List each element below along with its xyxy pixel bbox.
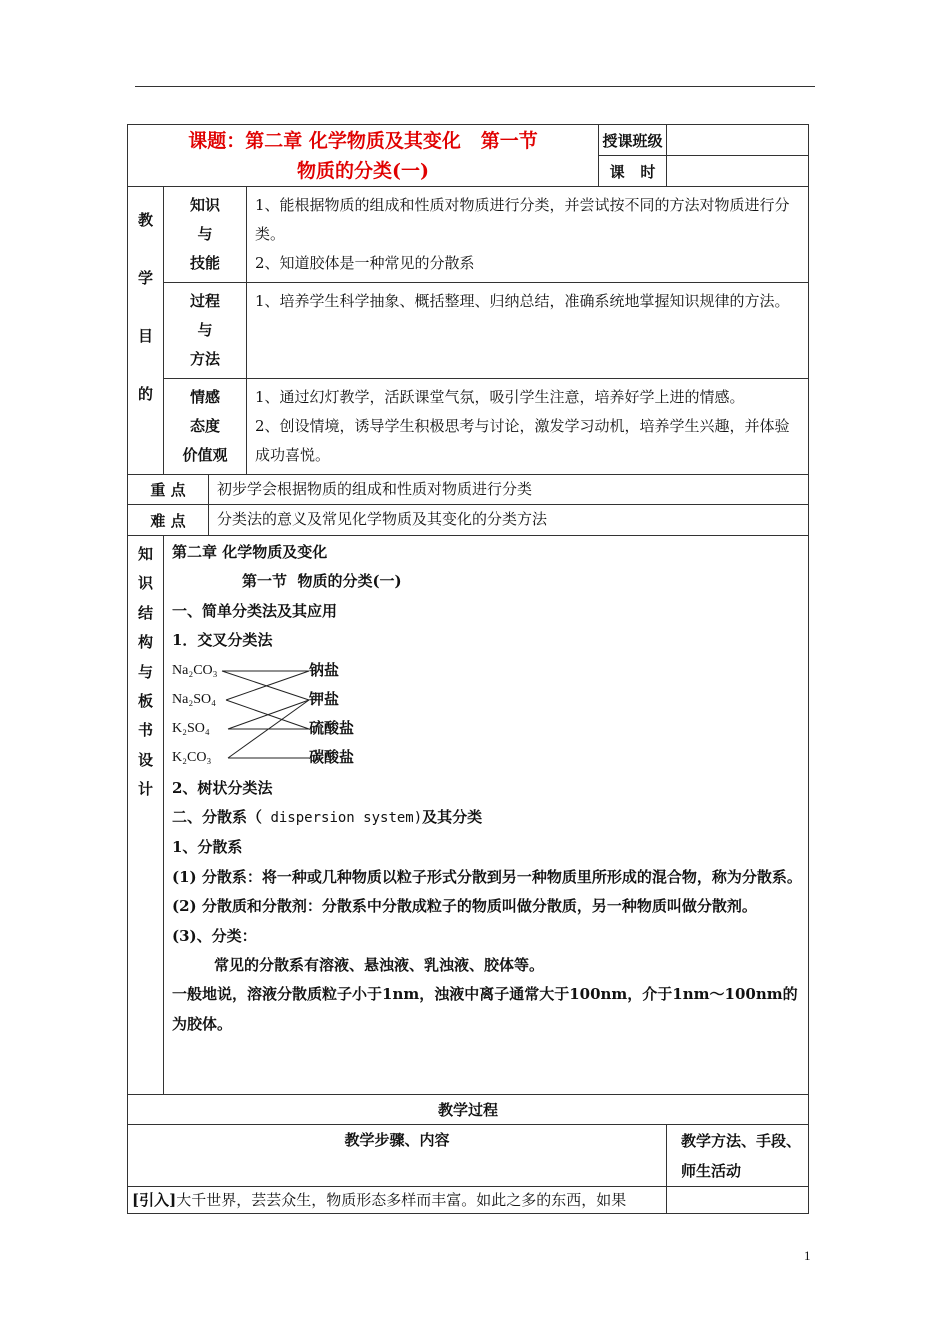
category-text: 技能 (189, 254, 220, 272)
knowledge-char: 板 (137, 692, 153, 711)
page-number: 1 (804, 1248, 811, 1263)
category-text: 方法 (189, 350, 220, 368)
process-col-methods: 教学方法、手段、师生活动 (667, 1125, 809, 1187)
salt-category-label: 碳酸盐 (309, 747, 355, 766)
heading-2 (172, 803, 802, 833)
lesson-title-line2: 物质的分类(一) (297, 160, 429, 182)
category-text: 与 (197, 321, 213, 339)
process-title: 教学过程 (128, 1095, 809, 1125)
objectives-char: 的 (137, 385, 153, 403)
time-label: 课 时 (599, 156, 667, 187)
objective-category-emotion (164, 379, 247, 475)
intro-tag: [引入] (132, 1191, 177, 1209)
heading-2-pre: 二、分散系（ (172, 808, 263, 827)
paragraph: 一般地说，溶液分散质粒子小于1nm，浊液中离子通常大于100nm，介于1nm～100nm的为胶体。 (172, 985, 798, 1033)
knowledge-char: 识 (137, 574, 153, 593)
process-col-steps: 教学步骤、内容 (128, 1125, 667, 1187)
class-label: 授课班级 (599, 125, 667, 156)
knowledge-char: 书 (137, 721, 153, 740)
process-intro (128, 1187, 667, 1214)
objective-line: 2、创设情境，诱导学生积极思考与讨论，激发学习动机，培养学生兴趣，并体验成功喜悦。 (255, 417, 790, 464)
knowledge-char: 计 (137, 780, 153, 799)
heading-2-english: dispersion system) (262, 810, 423, 827)
category-text: 过程 (189, 292, 220, 310)
objective-line: 1、培养学生科学抽象、概括整理、归纳总结，准确系统地掌握知识规律的方法。 (255, 292, 790, 310)
salt-category-label: 钾盐 (309, 689, 340, 708)
lesson-title (128, 125, 599, 187)
key-point-label: 重 点 (128, 475, 209, 505)
difficult-point-text: 分类法的意义及常见化学物质及其变化的分类方法 (209, 505, 809, 536)
objective-line: 1、能根据物质的组成和性质对物质进行分类，并尝试按不同的方法对物质进行分类。 (255, 196, 790, 243)
paragraph: (2) 分散质和分散剂：分散系中分散成粒子的物质叫做分散质，另一种物质叫做分散剂。 (172, 897, 757, 916)
knowledge-char: 结 (137, 603, 153, 622)
cross-lines (172, 656, 372, 774)
process-intro-methods (667, 1187, 809, 1214)
category-text: 态度 (189, 417, 220, 435)
compound-label: K₂SO₄ (172, 720, 210, 736)
lesson-plan-table (127, 124, 809, 1214)
objective-text-process (247, 283, 809, 379)
compound-label: Na₂CO₃ (172, 662, 218, 678)
intro-text: 大千世界，芸芸众生，物质形态多样而丰富。如此之多的东西，如果 (176, 1191, 627, 1209)
paragraph: (1) 分散系：将一种或几种物质以粒子形式分散到另一种物质里所形成的混合物，称为分散系。 (172, 867, 802, 886)
knowledge-char: 与 (137, 662, 153, 681)
objectives-char: 学 (137, 269, 153, 287)
salt-category-label: 硫酸盐 (309, 718, 355, 737)
heading-1: 一、简单分类法及其应用 (172, 601, 338, 620)
objective-line: 1、通过幻灯教学，活跃课堂气氛，吸引学生注意，培养好学上进的情感。 (255, 388, 745, 406)
heading-1-2: 2、树状分类法 (172, 778, 273, 797)
lesson-title-line1: 课题：第二章 化学物质及其变化 第一节 (188, 130, 538, 152)
objective-text-knowledge (247, 187, 809, 283)
cross-classification-diagram (172, 656, 802, 774)
paragraph: (3)、分类： (172, 926, 257, 945)
category-text: 情感 (189, 388, 220, 406)
knowledge-char: 构 (137, 633, 153, 652)
category-text: 知识 (189, 196, 220, 214)
time-value (667, 156, 809, 187)
objective-category-knowledge (164, 187, 247, 283)
paragraph: 常见的分散系有溶液、悬浊液、乳浊液、胶体等。 (214, 956, 545, 975)
objectives-label (128, 187, 164, 475)
section-heading: 第一节 物质的分类(一) (242, 572, 402, 591)
difficult-point-label: 难 点 (128, 505, 209, 536)
objective-text-emotion (247, 379, 809, 475)
knowledge-content (164, 536, 809, 1095)
heading-1-1: 1．交叉分类法 (172, 631, 273, 650)
header-rule (135, 86, 815, 87)
category-text: 价值观 (182, 446, 228, 464)
category-text: 与 (197, 225, 213, 243)
objective-category-process (164, 283, 247, 379)
compound-label: K₂CO₃ (172, 749, 212, 765)
class-value (667, 125, 809, 156)
knowledge-label (128, 536, 164, 1095)
salt-category-label: 钠盐 (309, 660, 340, 679)
key-point-text: 初步学会根据物质的组成和性质对物质进行分类 (209, 475, 809, 505)
knowledge-char: 知 (137, 545, 153, 563)
objectives-char: 目 (137, 327, 153, 345)
chapter-heading: 第二章 化学物质及变化 (172, 543, 328, 561)
knowledge-char: 设 (137, 750, 153, 769)
compound-label: Na₂SO₄ (172, 691, 216, 707)
objective-line: 2、知道胶体是一种常见的分散系 (255, 254, 475, 272)
heading-2-post: 及其分类 (422, 808, 483, 827)
objectives-char: 教 (137, 211, 153, 229)
heading-2-1: 1、分散系 (172, 838, 243, 857)
